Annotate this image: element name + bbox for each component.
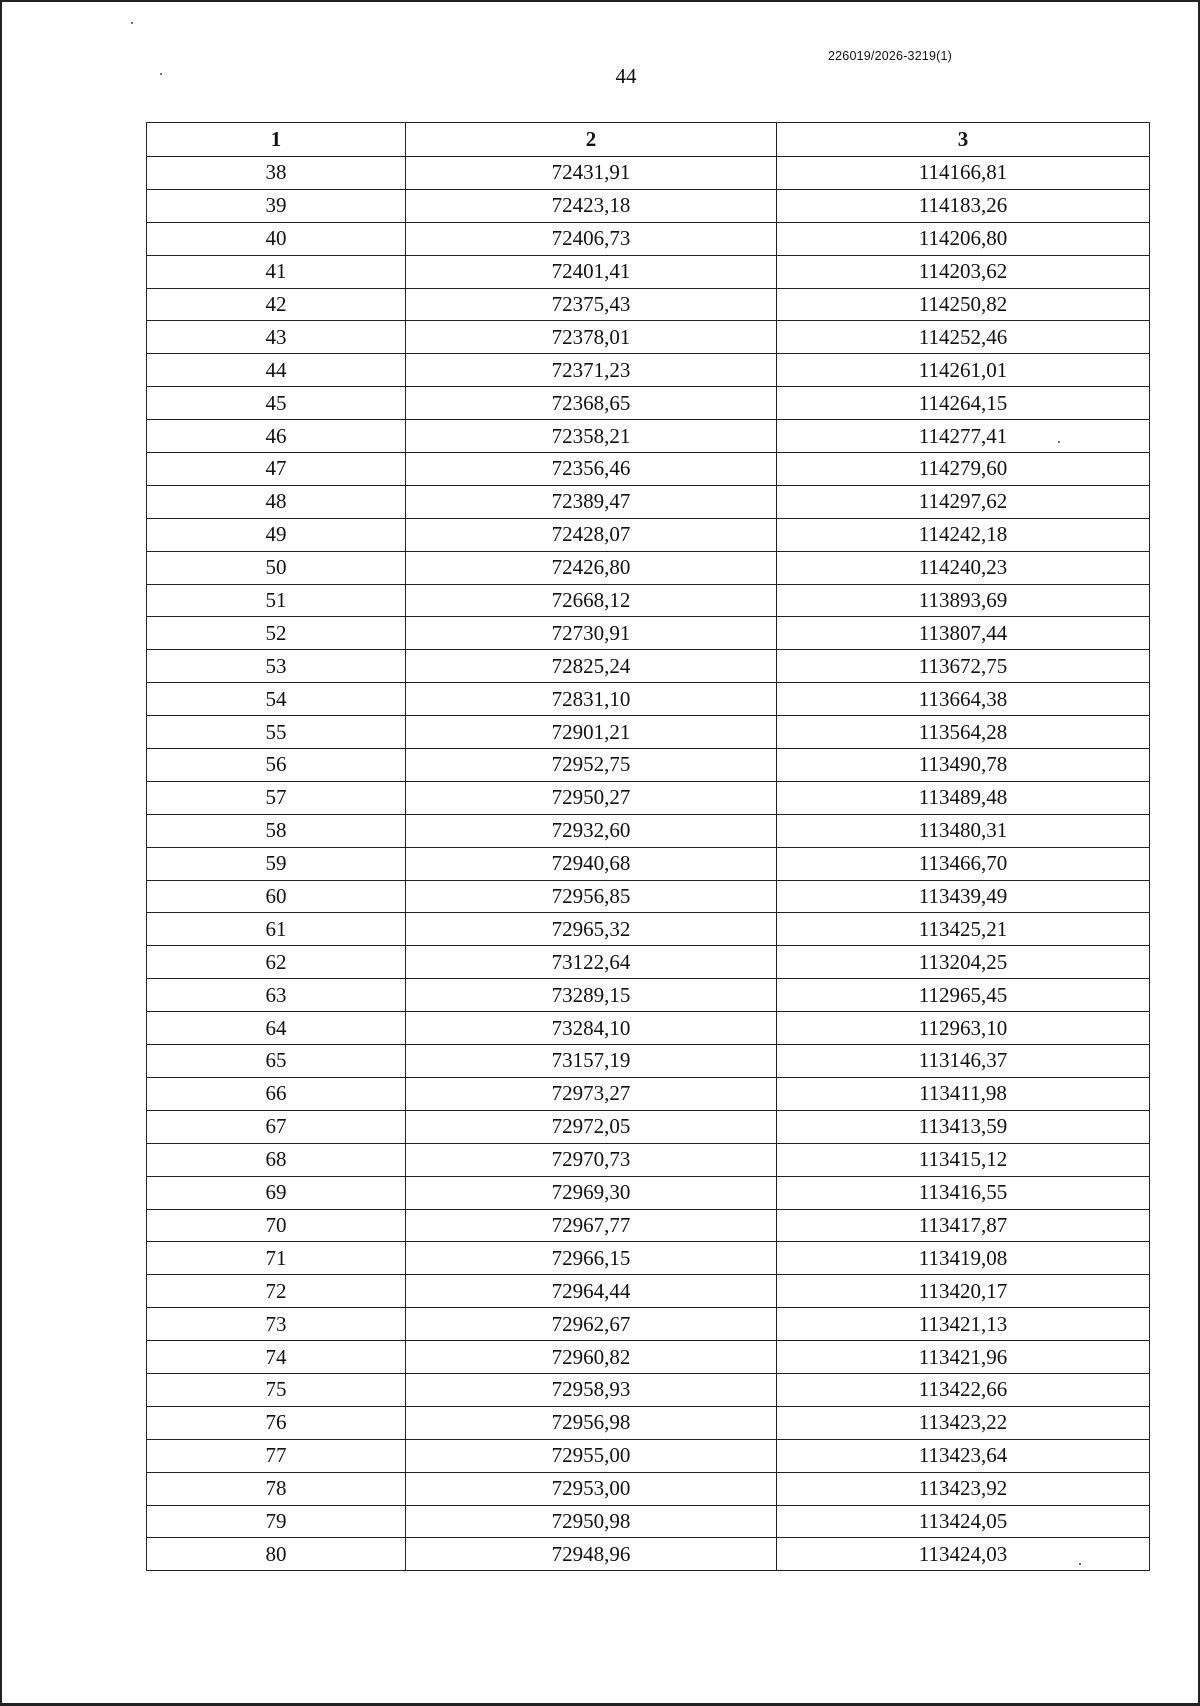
scan-speck [1079, 1563, 1081, 1565]
point-number-cell: 78 [147, 1472, 406, 1505]
coordinate-y-cell: 114264,15 [777, 387, 1150, 420]
coordinate-y-cell: 113439,49 [777, 880, 1150, 913]
point-number-cell: 72 [147, 1275, 406, 1308]
table-row [147, 1472, 1150, 1505]
point-number-cell: 68 [147, 1143, 406, 1176]
coordinate-x-cell: 72960,82 [406, 1341, 777, 1374]
table-row [147, 1439, 1150, 1472]
coordinate-x-cell: 72401,41 [406, 255, 777, 288]
document-registration-number: 226019/2026-3219(1) [828, 49, 953, 63]
coordinate-y-cell: 113423,92 [777, 1472, 1150, 1505]
coordinate-y-cell: 113423,64 [777, 1439, 1150, 1472]
point-number-cell: 54 [147, 683, 406, 716]
point-number-cell: 58 [147, 814, 406, 847]
point-number-cell: 76 [147, 1406, 406, 1439]
coordinate-y-cell: 113466,70 [777, 847, 1150, 880]
point-number-cell: 65 [147, 1045, 406, 1078]
scan-border-top [0, 0, 1200, 2]
scan-border-left [0, 0, 2, 1706]
coordinate-x-cell: 72932,60 [406, 814, 777, 847]
coordinate-x-cell: 72831,10 [406, 683, 777, 716]
coordinate-y-cell: 114261,01 [777, 354, 1150, 387]
table-row [147, 1012, 1150, 1045]
coordinate-x-cell: 72956,85 [406, 880, 777, 913]
table-row [147, 749, 1150, 782]
table-row [147, 189, 1150, 222]
coordinate-x-cell: 72956,98 [406, 1406, 777, 1439]
point-number-cell: 73 [147, 1308, 406, 1341]
table-row [147, 1406, 1150, 1439]
coordinate-y-cell: 113893,69 [777, 584, 1150, 617]
table-row [147, 946, 1150, 979]
table-row [147, 255, 1150, 288]
coordinate-x-cell: 72730,91 [406, 617, 777, 650]
point-number-cell: 48 [147, 485, 406, 518]
page-number: 44 [615, 64, 637, 88]
coordinate-y-cell: 113421,13 [777, 1308, 1150, 1341]
column-header-2: 2 [406, 123, 777, 157]
coordinate-x-cell: 72948,96 [406, 1538, 777, 1571]
coordinate-y-cell: 113424,05 [777, 1505, 1150, 1538]
table-row [147, 288, 1150, 321]
point-number-cell: 56 [147, 749, 406, 782]
coordinate-x-cell: 72378,01 [406, 321, 777, 354]
coordinate-y-cell: 113490,78 [777, 749, 1150, 782]
point-number-cell: 46 [147, 420, 406, 453]
coordinate-x-cell: 72973,27 [406, 1077, 777, 1110]
coordinate-x-cell: 73157,19 [406, 1045, 777, 1078]
point-number-cell: 80 [147, 1538, 406, 1571]
coordinate-x-cell: 72953,00 [406, 1472, 777, 1505]
table-row [147, 1110, 1150, 1143]
coordinate-x-cell: 72970,73 [406, 1143, 777, 1176]
coordinate-x-cell: 72428,07 [406, 518, 777, 551]
point-number-cell: 60 [147, 880, 406, 913]
table-row [147, 1373, 1150, 1406]
table-row [147, 1045, 1150, 1078]
scan-speck [160, 73, 162, 75]
coordinate-y-cell: 114297,62 [777, 485, 1150, 518]
point-number-cell: 38 [147, 157, 406, 190]
coordinate-y-cell: 114279,60 [777, 453, 1150, 486]
table-row [147, 880, 1150, 913]
table-row [147, 420, 1150, 453]
coordinate-y-cell: 112963,10 [777, 1012, 1150, 1045]
coordinate-y-cell: 114203,62 [777, 255, 1150, 288]
point-number-cell: 43 [147, 321, 406, 354]
coordinate-x-cell: 72431,91 [406, 157, 777, 190]
point-number-cell: 45 [147, 387, 406, 420]
coordinate-y-cell: 113480,31 [777, 814, 1150, 847]
point-number-cell: 62 [147, 946, 406, 979]
point-number-cell: 70 [147, 1209, 406, 1242]
point-number-cell: 57 [147, 781, 406, 814]
coordinate-y-cell: 113422,66 [777, 1373, 1150, 1406]
coordinate-x-cell: 72965,32 [406, 913, 777, 946]
coordinate-y-cell: 113204,25 [777, 946, 1150, 979]
coordinate-x-cell: 72958,93 [406, 1373, 777, 1406]
table-header [147, 123, 1150, 157]
point-number-cell: 67 [147, 1110, 406, 1143]
table-row [147, 1077, 1150, 1110]
table-header-row [147, 123, 1150, 157]
coordinate-x-cell: 72423,18 [406, 189, 777, 222]
coordinate-y-cell: 114242,18 [777, 518, 1150, 551]
coordinate-x-cell: 72967,77 [406, 1209, 777, 1242]
coordinate-x-cell: 72426,80 [406, 551, 777, 584]
table-row [147, 716, 1150, 749]
point-number-cell: 51 [147, 584, 406, 617]
coordinate-x-cell: 72389,47 [406, 485, 777, 518]
coordinate-y-cell: 114240,23 [777, 551, 1150, 584]
coordinate-x-cell: 72371,23 [406, 354, 777, 387]
table-row [147, 1308, 1150, 1341]
coordinate-x-cell: 73284,10 [406, 1012, 777, 1045]
point-number-cell: 79 [147, 1505, 406, 1538]
point-number-cell: 64 [147, 1012, 406, 1045]
table-row [147, 979, 1150, 1012]
coordinate-x-cell: 73289,15 [406, 979, 777, 1012]
table-row [147, 584, 1150, 617]
point-number-cell: 55 [147, 716, 406, 749]
point-number-cell: 50 [147, 551, 406, 584]
coordinate-y-cell: 114206,80 [777, 222, 1150, 255]
coordinate-y-cell: 114250,82 [777, 288, 1150, 321]
table-row [147, 650, 1150, 683]
point-number-cell: 41 [147, 255, 406, 288]
coordinate-x-cell: 72952,75 [406, 749, 777, 782]
table-row [147, 847, 1150, 880]
point-number-cell: 69 [147, 1176, 406, 1209]
point-number-cell: 53 [147, 650, 406, 683]
coordinate-y-cell: 113415,12 [777, 1143, 1150, 1176]
point-number-cell: 75 [147, 1373, 406, 1406]
table-body [147, 157, 1150, 1571]
coordinate-y-cell: 113421,96 [777, 1341, 1150, 1374]
coordinate-x-cell: 72964,44 [406, 1275, 777, 1308]
table-row [147, 485, 1150, 518]
coordinate-x-cell: 72962,67 [406, 1308, 777, 1341]
point-number-cell: 71 [147, 1242, 406, 1275]
coordinate-y-cell: 113417,87 [777, 1209, 1150, 1242]
coordinate-y-cell: 114183,26 [777, 189, 1150, 222]
coordinate-x-cell: 72668,12 [406, 584, 777, 617]
table-row [147, 913, 1150, 946]
coordinate-y-cell: 113564,28 [777, 716, 1150, 749]
point-number-cell: 77 [147, 1439, 406, 1472]
point-number-cell: 61 [147, 913, 406, 946]
table-row [147, 683, 1150, 716]
coordinate-x-cell: 72940,68 [406, 847, 777, 880]
point-number-cell: 59 [147, 847, 406, 880]
coordinate-x-cell: 72966,15 [406, 1242, 777, 1275]
coordinate-x-cell: 72950,98 [406, 1505, 777, 1538]
table-row [147, 387, 1150, 420]
coordinate-y-cell: 113424,03 [777, 1538, 1150, 1571]
point-number-cell: 63 [147, 979, 406, 1012]
coordinate-x-cell: 72901,21 [406, 716, 777, 749]
coordinate-x-cell: 72356,46 [406, 453, 777, 486]
coordinate-x-cell: 73122,64 [406, 946, 777, 979]
coordinate-y-cell: 113423,22 [777, 1406, 1150, 1439]
coordinate-x-cell: 72969,30 [406, 1176, 777, 1209]
coordinate-x-cell: 72972,05 [406, 1110, 777, 1143]
table-row [147, 617, 1150, 650]
table-row [147, 1242, 1150, 1275]
column-header-1: 1 [147, 123, 406, 157]
scan-speck [131, 22, 133, 24]
table-row [147, 321, 1150, 354]
table-row [147, 781, 1150, 814]
coordinate-y-cell: 114166,81 [777, 157, 1150, 190]
coordinate-y-cell: 113411,98 [777, 1077, 1150, 1110]
coordinate-y-cell: 113413,59 [777, 1110, 1150, 1143]
coordinate-x-cell: 72406,73 [406, 222, 777, 255]
point-number-cell: 52 [147, 617, 406, 650]
table-row [147, 354, 1150, 387]
coordinate-y-cell: 113489,48 [777, 781, 1150, 814]
point-number-cell: 40 [147, 222, 406, 255]
coordinate-x-cell: 72825,24 [406, 650, 777, 683]
scan-speck [1058, 441, 1060, 443]
point-number-cell: 74 [147, 1341, 406, 1374]
coordinates-table [146, 122, 1150, 1571]
point-number-cell: 42 [147, 288, 406, 321]
column-header-3: 3 [777, 123, 1150, 157]
point-number-cell: 66 [147, 1077, 406, 1110]
coordinate-y-cell: 113420,17 [777, 1275, 1150, 1308]
table-row [147, 1341, 1150, 1374]
point-number-cell: 49 [147, 518, 406, 551]
table-row [147, 518, 1150, 551]
point-number-cell: 44 [147, 354, 406, 387]
coordinate-y-cell: 113146,37 [777, 1045, 1150, 1078]
coordinate-x-cell: 72950,27 [406, 781, 777, 814]
table-row [147, 1275, 1150, 1308]
coordinate-y-cell: 114277,41 [777, 420, 1150, 453]
coordinate-x-cell: 72955,00 [406, 1439, 777, 1472]
point-number-cell: 47 [147, 453, 406, 486]
table-row [147, 814, 1150, 847]
coordinate-x-cell: 72368,65 [406, 387, 777, 420]
table-row [147, 1176, 1150, 1209]
coordinate-x-cell: 72375,43 [406, 288, 777, 321]
coordinate-y-cell: 112965,45 [777, 979, 1150, 1012]
coordinate-y-cell: 113807,44 [777, 617, 1150, 650]
coordinate-y-cell: 113664,38 [777, 683, 1150, 716]
table-row [147, 1538, 1150, 1571]
coordinate-y-cell: 114252,46 [777, 321, 1150, 354]
table-row [147, 551, 1150, 584]
coordinate-y-cell: 113425,21 [777, 913, 1150, 946]
table-row [147, 1143, 1150, 1176]
table-row [147, 1505, 1150, 1538]
table-row [147, 453, 1150, 486]
coordinate-y-cell: 113419,08 [777, 1242, 1150, 1275]
coordinate-x-cell: 72358,21 [406, 420, 777, 453]
point-number-cell: 39 [147, 189, 406, 222]
coordinate-y-cell: 113672,75 [777, 650, 1150, 683]
table-row [147, 157, 1150, 190]
table-row [147, 1209, 1150, 1242]
coordinate-y-cell: 113416,55 [777, 1176, 1150, 1209]
table-row [147, 222, 1150, 255]
